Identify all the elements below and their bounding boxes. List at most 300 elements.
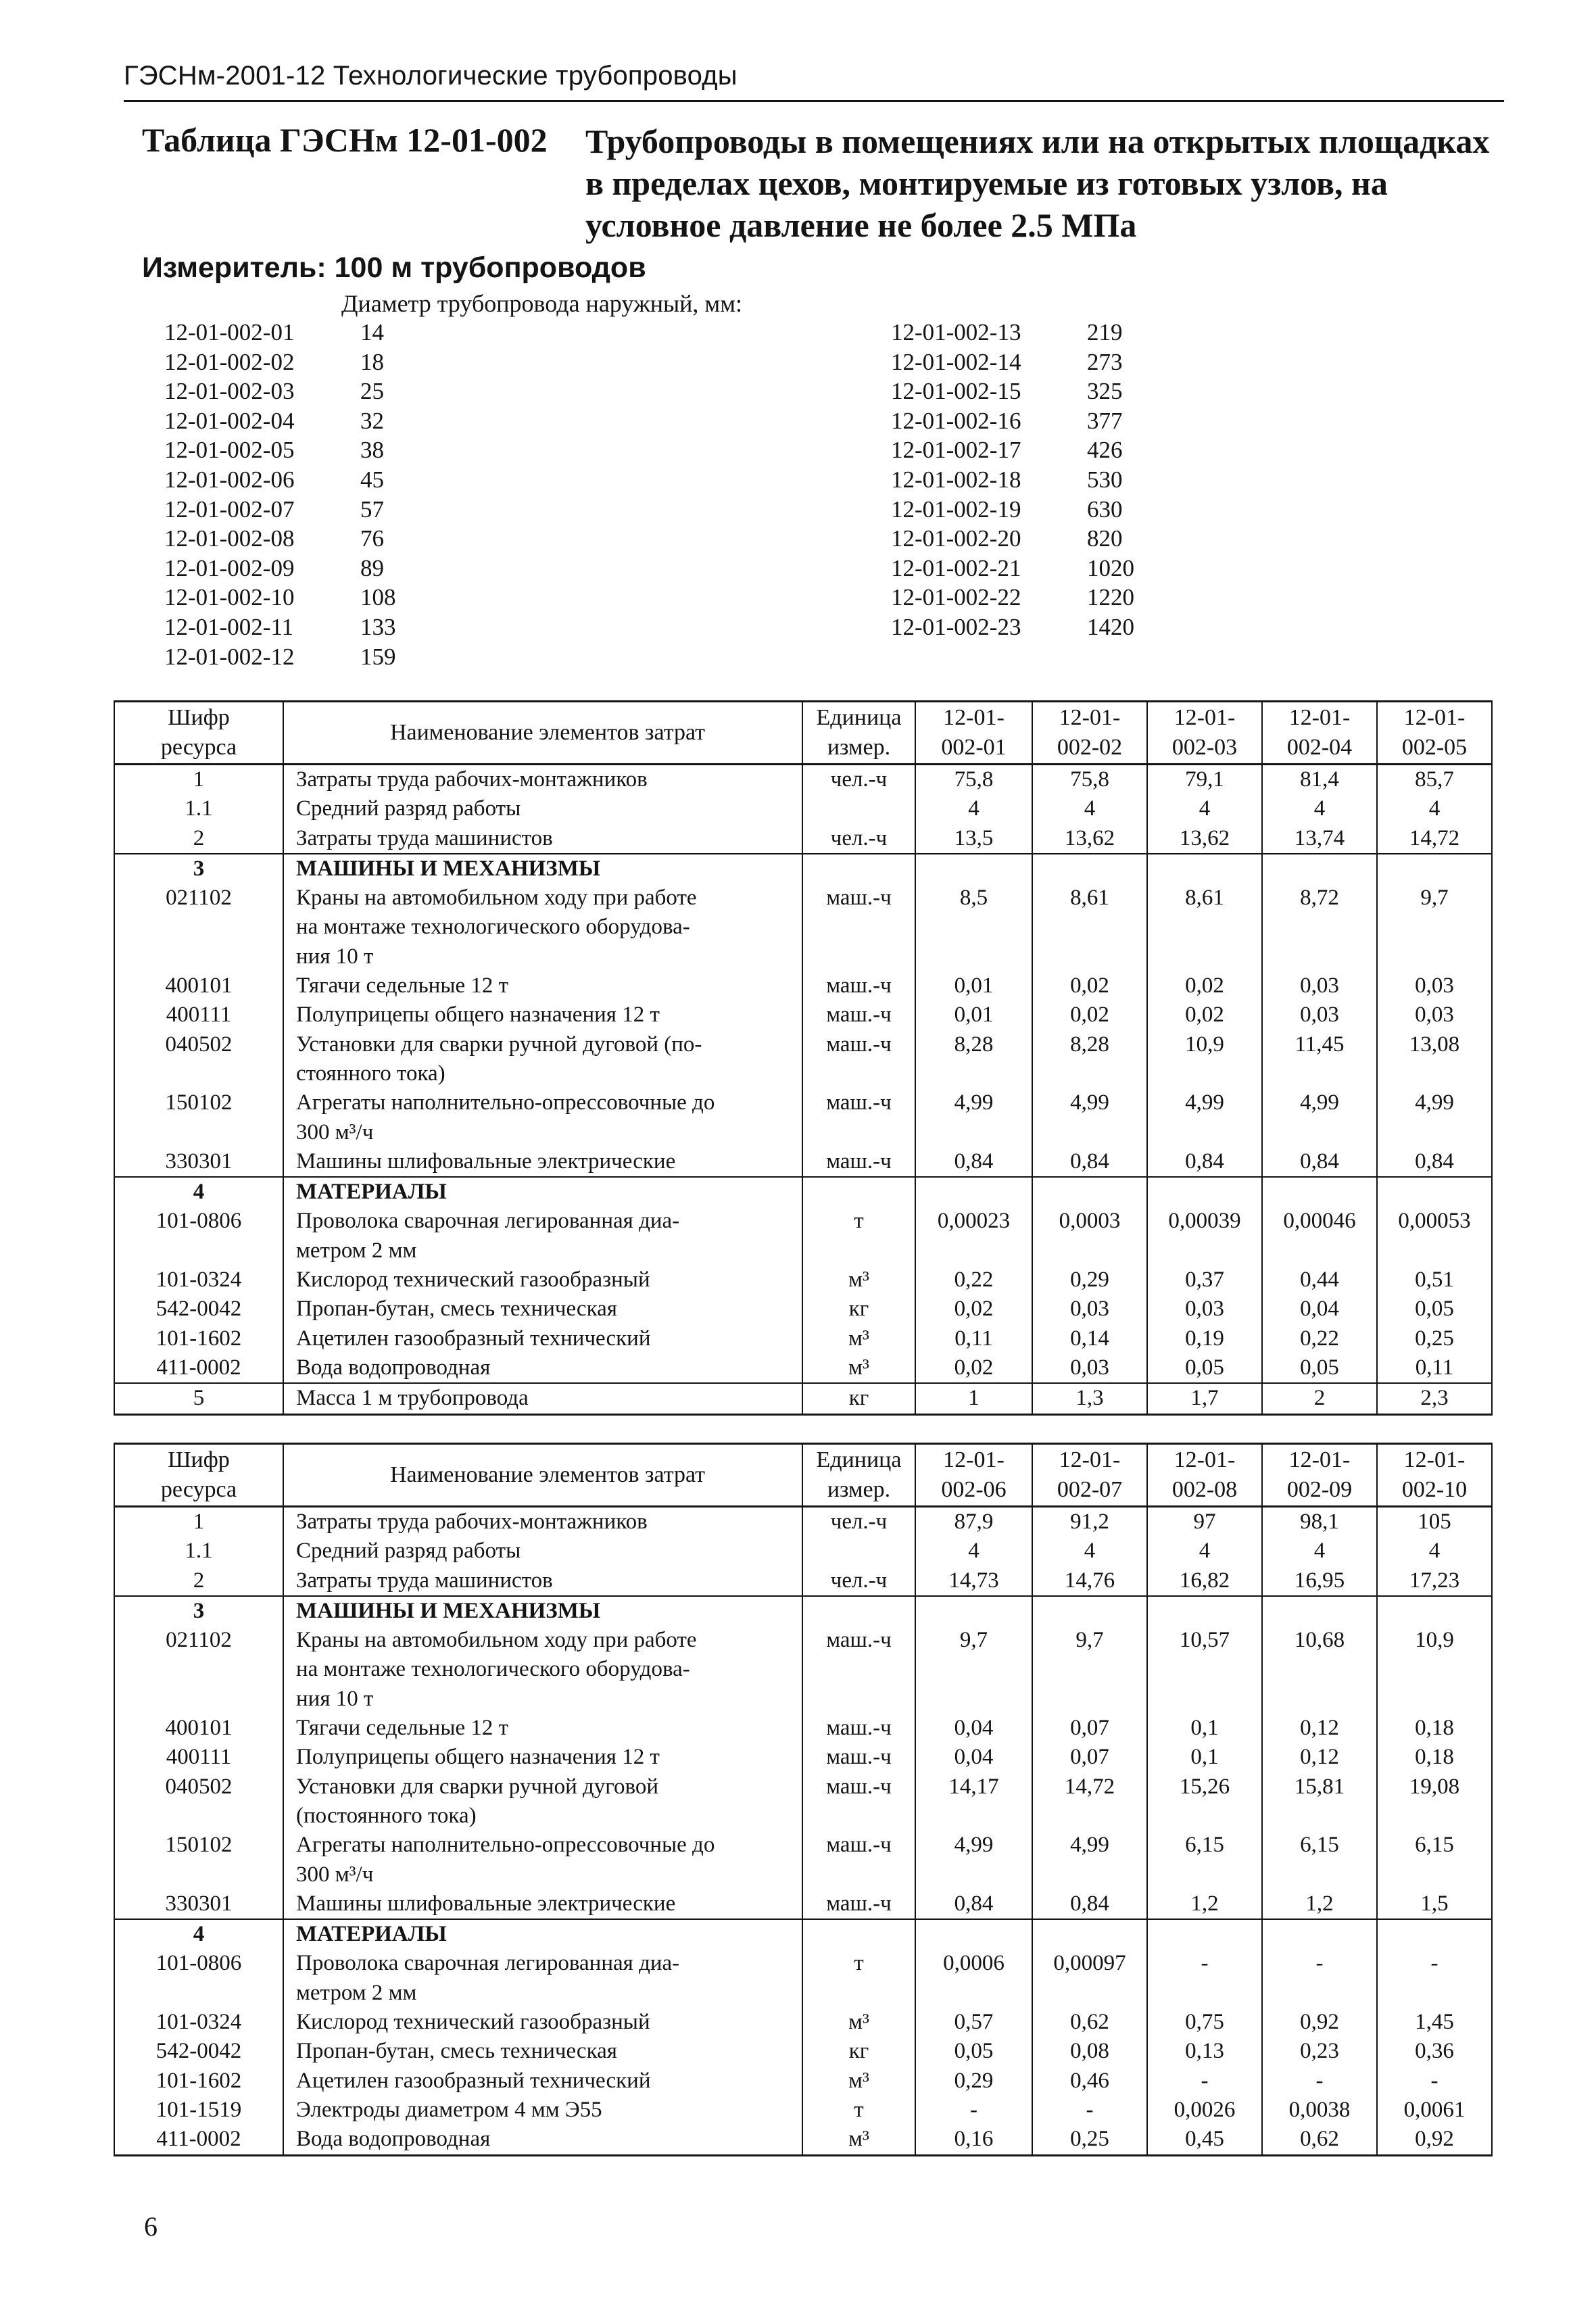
- resource-value: 14,72: [1032, 1772, 1147, 1831]
- resource-value: 0,51: [1377, 1265, 1492, 1295]
- resource-name: [283, 824, 802, 854]
- table-row: [114, 1566, 1492, 1596]
- resource-value: [1377, 1596, 1492, 1626]
- resource-code: 150102: [114, 1088, 283, 1147]
- resource-value: 1,2: [1147, 1889, 1262, 1919]
- resource-code: 330301: [114, 1147, 283, 1177]
- item-code: 12-01-002-10: [164, 584, 295, 611]
- resource-name: [283, 1949, 802, 2008]
- resource-code: 1: [114, 765, 283, 795]
- header-column-line: 002-02: [1057, 735, 1123, 760]
- resource-name-line: Затраты труда рабочих-монтажников: [296, 1510, 648, 1534]
- header-row: [114, 702, 1492, 765]
- resource-code: 021102: [114, 1626, 283, 1714]
- table-row: [114, 1743, 1492, 1772]
- resource-unit: чел.-ч: [802, 1566, 915, 1596]
- resource-name-line: Тягачи седельные 12 т: [296, 973, 509, 998]
- resource-code: 101-0806: [114, 1949, 283, 2008]
- resource-value: 0,0061: [1377, 2096, 1492, 2125]
- resource-name: [283, 1088, 802, 1147]
- table-row: [114, 1000, 1492, 1030]
- item-code: 12-01-002-14: [891, 348, 1021, 375]
- header-name: Наименование элементов затрат: [283, 702, 802, 765]
- resource-table-1: [114, 700, 1493, 1416]
- table-row: [114, 1353, 1492, 1383]
- resource-value: -: [1147, 1949, 1262, 2008]
- resource-value: -: [1377, 1949, 1492, 2008]
- resource-code: 411-0002: [114, 1353, 283, 1383]
- resource-value: 0,02: [1032, 971, 1147, 1000]
- resource-value: 81,4: [1262, 765, 1377, 795]
- header-code: [114, 702, 283, 765]
- table-row: [114, 2008, 1492, 2037]
- resource-value: 0,12: [1262, 1743, 1377, 1772]
- resource-name-line: МАШИНЫ И МЕХАНИЗМЫ: [296, 856, 601, 881]
- resource-unit: [802, 1596, 915, 1626]
- resource-value: 4,99: [1262, 1088, 1377, 1147]
- resource-unit: маш.-ч: [802, 1000, 915, 1030]
- diameter-value: 57: [360, 496, 384, 523]
- code-row: [891, 347, 1134, 377]
- resource-unit: кг: [802, 2037, 915, 2066]
- resource-name-line: Затраты труда машинистов: [296, 825, 553, 850]
- resource-name-line: на монтаже технологического оборудова-: [296, 1657, 690, 1682]
- resource-value: 0,45: [1147, 2125, 1262, 2155]
- resource-name-line: МАТЕРИАЛЫ: [296, 1180, 447, 1205]
- resource-value: 13,62: [1147, 824, 1262, 854]
- diameter-value: 1220: [1087, 584, 1134, 611]
- resource-value: 11,45: [1262, 1030, 1377, 1089]
- item-code: 12-01-002-01: [164, 319, 295, 345]
- resource-code: 040502: [114, 1030, 283, 1089]
- table-row: [114, 1831, 1492, 1889]
- resource-value: 79,1: [1147, 765, 1262, 795]
- resource-value: [1147, 854, 1262, 884]
- resource-value: [915, 1919, 1032, 1949]
- section-row: [114, 1919, 1492, 1949]
- resource-name-line: Агрегаты наполнительно-опрессовочные до: [296, 1833, 715, 1858]
- resource-value: 17,23: [1377, 1566, 1492, 1596]
- table-row: [114, 1324, 1492, 1353]
- resource-name-line: Проволока сварочная легированная диа-: [296, 1209, 680, 1234]
- resource-value: 0,02: [1032, 1000, 1147, 1030]
- resource-name: [283, 1383, 802, 1414]
- header-rule: [124, 100, 1504, 102]
- resource-unit: [802, 1537, 915, 1566]
- resource-value: 105: [1377, 1507, 1492, 1537]
- resource-name: [283, 1030, 802, 1089]
- resource-code: 542-0042: [114, 2037, 283, 2066]
- table-body: [114, 1507, 1492, 2156]
- resource-name: [283, 2008, 802, 2037]
- resource-value: [1377, 1919, 1492, 1949]
- resource-value: 8,5: [915, 884, 1032, 971]
- resource-value: 19,08: [1377, 1772, 1492, 1831]
- resource-value: 4: [1032, 794, 1147, 823]
- resource-code: 4: [114, 1919, 283, 1949]
- section-row: [114, 1177, 1492, 1207]
- resource-value: [915, 1596, 1032, 1626]
- resource-name-line: Средний разряд работы: [296, 796, 521, 821]
- resource-value: [1147, 1919, 1262, 1949]
- code-row: [164, 318, 396, 347]
- resource-value: [1262, 1919, 1377, 1949]
- resource-value: 0,13: [1147, 2037, 1262, 2066]
- code-row: [164, 465, 396, 495]
- code-row: [891, 406, 1134, 436]
- resource-value: 0,46: [1032, 2067, 1147, 2096]
- code-row: [891, 465, 1134, 495]
- item-code: 12-01-002-09: [164, 554, 295, 581]
- resource-unit: кг: [802, 1295, 915, 1324]
- resource-name-line: Вода водопроводная: [296, 1355, 491, 1380]
- resource-name: [283, 884, 802, 971]
- code-row: [891, 554, 1134, 583]
- resource-value: 0,00039: [1147, 1207, 1262, 1265]
- table-row: [114, 971, 1492, 1000]
- resource-value: 13,5: [915, 824, 1032, 854]
- table-row: [114, 1207, 1492, 1265]
- resource-unit: [802, 1919, 915, 1949]
- resource-code: 101-0324: [114, 1265, 283, 1295]
- resource-value: 0,57: [915, 2008, 1032, 2037]
- resource-value: 6,15: [1147, 1831, 1262, 1889]
- diameter-value: 14: [360, 319, 384, 345]
- table-row: [114, 1626, 1492, 1714]
- table-title-line: условное давление не более 2.5 МПа: [585, 206, 1137, 244]
- header-column-line: 12-01-: [1403, 705, 1466, 730]
- resource-name-line: 300 м³/ч: [296, 1862, 374, 1887]
- item-code: 12-01-002-20: [891, 525, 1021, 552]
- resource-value: 0,84: [915, 1889, 1032, 1919]
- resource-code: 101-0324: [114, 2008, 283, 2037]
- resource-value: 0,23: [1262, 2037, 1377, 2066]
- resource-name: [283, 1889, 802, 1919]
- resource-value: 0,03: [1377, 971, 1492, 1000]
- resource-code: 5: [114, 1383, 283, 1414]
- resource-name: [283, 1919, 802, 1949]
- resource-value: 0,03: [1377, 1000, 1492, 1030]
- resource-value: 0,11: [915, 1324, 1032, 1353]
- resource-value: 0,19: [1147, 1324, 1262, 1353]
- resource-value: 9,7: [1032, 1626, 1147, 1714]
- resource-name-line: Машины шлифовальные электрические: [296, 1891, 676, 1916]
- table-row: [114, 765, 1492, 795]
- resource-name: [283, 1207, 802, 1265]
- header-row: [114, 1444, 1492, 1507]
- table-row: [114, 1147, 1492, 1177]
- resource-name-line: ния 10 т: [296, 944, 374, 969]
- resource-value: 16,82: [1147, 1566, 1262, 1596]
- resource-name-line: МАШИНЫ И МЕХАНИЗМЫ: [296, 1598, 601, 1623]
- resource-value: 0,1: [1147, 1714, 1262, 1743]
- item-code: 12-01-002-03: [164, 378, 295, 405]
- header-unit: [802, 702, 915, 765]
- item-code: 12-01-002-02: [164, 348, 295, 375]
- header-column-line: 002-04: [1286, 735, 1353, 760]
- resource-unit: [802, 794, 915, 823]
- resource-value: 13,08: [1377, 1030, 1492, 1089]
- header-code-line: Шифр: [168, 1447, 230, 1472]
- resource-value: -: [1032, 2096, 1147, 2125]
- resource-unit: [802, 1177, 915, 1207]
- resource-unit: маш.-ч: [802, 1088, 915, 1147]
- resource-value: 8,72: [1262, 884, 1377, 971]
- resource-unit: т: [802, 1949, 915, 2008]
- table-row: [114, 2096, 1492, 2125]
- resource-value: 4,99: [915, 1831, 1032, 1889]
- resource-value: 1: [915, 1383, 1032, 1414]
- item-code: 12-01-002-06: [164, 466, 295, 493]
- resource-name-line: Полуприцепы общего назначения 12 т: [296, 1745, 660, 1770]
- resource-value: 91,2: [1032, 1507, 1147, 1537]
- header-code-line: ресурса: [160, 735, 237, 760]
- resource-unit: маш.-ч: [802, 1030, 915, 1089]
- resource-name-line: Краны на автомобильном ходу при работе: [296, 1628, 697, 1653]
- resource-value: 0,84: [915, 1147, 1032, 1177]
- header-column-line: 12-01-: [943, 1447, 1005, 1472]
- table-row: [114, 794, 1492, 823]
- header-column-line: 12-01-: [943, 705, 1005, 730]
- resource-code: 2: [114, 1566, 283, 1596]
- resource-name-line: Средний разряд работы: [296, 1539, 521, 1564]
- resource-value: 14,72: [1377, 824, 1492, 854]
- resource-value: 0,04: [1262, 1295, 1377, 1324]
- code-row: [164, 406, 396, 436]
- resource-value: 4,99: [1032, 1088, 1147, 1147]
- code-row: [164, 377, 396, 406]
- resource-name: [283, 1324, 802, 1353]
- diameter-value: 219: [1087, 319, 1123, 345]
- header-column-line: 12-01-: [1174, 705, 1236, 730]
- resource-value: 0,29: [915, 2067, 1032, 2096]
- resource-value: 2,3: [1377, 1383, 1492, 1414]
- code-row: [891, 377, 1134, 406]
- table-row: [114, 1383, 1492, 1414]
- item-code: 12-01-002-07: [164, 496, 295, 523]
- resource-unit: чел.-ч: [802, 824, 915, 854]
- resource-name-line: стоянного тока): [296, 1061, 445, 1086]
- resource-value: 0,25: [1032, 2125, 1147, 2155]
- resource-value: 0,02: [1147, 971, 1262, 1000]
- table-label: Таблица ГЭСНм 12-01-002: [142, 121, 548, 159]
- resource-value: 0,14: [1032, 1324, 1147, 1353]
- resource-value: 0,05: [1377, 1295, 1492, 1324]
- item-code: 12-01-002-12: [164, 643, 295, 670]
- page-number: 6: [144, 2211, 158, 2242]
- resource-value: 9,7: [1377, 884, 1492, 971]
- table-row: [114, 2037, 1492, 2066]
- table-row: [114, 2067, 1492, 2096]
- table-row: [114, 2125, 1492, 2155]
- diameter-value: 1020: [1087, 554, 1134, 581]
- header-column-line: 002-08: [1171, 1477, 1238, 1502]
- resource-value: 0,1: [1147, 1743, 1262, 1772]
- header-column-code: [1032, 702, 1147, 765]
- resource-value: 0,03: [1032, 1295, 1147, 1324]
- resource-value: 0,29: [1032, 1265, 1147, 1295]
- header-unit-line: Единица: [816, 705, 902, 730]
- resource-code: 400101: [114, 1714, 283, 1743]
- resource-value: 13,62: [1032, 824, 1147, 854]
- table-header: [114, 1444, 1492, 1507]
- resource-value: 0,62: [1032, 2008, 1147, 2037]
- resource-value: 0,08: [1032, 2037, 1147, 2066]
- resource-value: 0,92: [1262, 2008, 1377, 2037]
- resource-value: 0,0038: [1262, 2096, 1377, 2125]
- resource-unit: маш.-ч: [802, 1889, 915, 1919]
- item-code: 12-01-002-23: [891, 613, 1021, 640]
- header-column-code: [1032, 1444, 1147, 1507]
- resource-value: 2: [1262, 1383, 1377, 1414]
- header-unit-line: Единица: [816, 1447, 902, 1472]
- diameter-value: 76: [360, 525, 384, 552]
- header-column-line: 12-01-: [1403, 1447, 1466, 1472]
- code-row: [164, 524, 396, 554]
- header-column-line: 002-05: [1401, 735, 1468, 760]
- resource-value: 0,07: [1032, 1714, 1147, 1743]
- resource-unit: т: [802, 1207, 915, 1265]
- resource-name: [283, 794, 802, 823]
- code-list-right: [891, 318, 1134, 642]
- resource-code: 101-1602: [114, 1324, 283, 1353]
- header-column-line: 002-10: [1401, 1477, 1468, 1502]
- item-code: 12-01-002-18: [891, 466, 1021, 493]
- resource-value: 0,84: [1377, 1147, 1492, 1177]
- resource-value: 4: [1377, 794, 1492, 823]
- header-code-line: Шифр: [168, 705, 230, 730]
- resource-value: 8,61: [1032, 884, 1147, 971]
- resource-unit: маш.-ч: [802, 1147, 915, 1177]
- code-row: [891, 612, 1134, 642]
- resource-value: 4,99: [1377, 1088, 1492, 1147]
- resource-value: -: [1262, 1949, 1377, 2008]
- resource-value: [1377, 1177, 1492, 1207]
- resource-value: 0,07: [1032, 1743, 1147, 1772]
- resource-value: 0,22: [915, 1265, 1032, 1295]
- resource-name: [283, 1596, 802, 1626]
- table-row: [114, 1714, 1492, 1743]
- resource-name: [283, 1743, 802, 1772]
- resource-value: 15,26: [1147, 1772, 1262, 1831]
- header-name: Наименование элементов затрат: [283, 1444, 802, 1507]
- resource-value: 0,04: [915, 1714, 1032, 1743]
- resource-value: 75,8: [915, 765, 1032, 795]
- resource-name-line: Ацетилен газообразный технический: [296, 1326, 651, 1351]
- item-code: 12-01-002-13: [891, 319, 1021, 345]
- diameter-value: 630: [1087, 496, 1123, 523]
- resource-value: 4: [915, 1537, 1032, 1566]
- item-code: 12-01-002-15: [891, 378, 1021, 405]
- resource-name: [283, 1177, 802, 1207]
- resource-code: 150102: [114, 1831, 283, 1889]
- resource-name-line: Краны на автомобильном ходу при работе: [296, 886, 697, 911]
- table-title-line: Трубопроводы в помещениях или на открытых площадках: [585, 122, 1490, 160]
- resource-value: 0,0006: [915, 1949, 1032, 2008]
- resource-unit: маш.-ч: [802, 1743, 915, 1772]
- resource-value: 9,7: [915, 1626, 1032, 1714]
- resource-code: 3: [114, 1596, 283, 1626]
- table-row: [114, 1889, 1492, 1919]
- resource-value: 0,12: [1262, 1714, 1377, 1743]
- resource-unit: маш.-ч: [802, 884, 915, 971]
- header-column-code: [1147, 702, 1262, 765]
- section-row: [114, 854, 1492, 884]
- code-row: [164, 435, 396, 465]
- item-code: 12-01-002-16: [891, 407, 1021, 434]
- diameter-value: 25: [360, 378, 384, 405]
- resource-value: 4: [1262, 1537, 1377, 1566]
- resource-name-line: Электроды диаметром 4 мм Э55: [296, 2097, 602, 2122]
- resource-name-line: Кислород технический газообразный: [296, 1268, 650, 1293]
- resource-name: [283, 2125, 802, 2155]
- resource-value: 13,74: [1262, 824, 1377, 854]
- resource-unit: м³: [802, 1324, 915, 1353]
- resource-value: 0,02: [915, 1353, 1032, 1383]
- resource-value: 10,57: [1147, 1626, 1262, 1714]
- item-code: 12-01-002-08: [164, 525, 295, 552]
- resource-name-line: Установки для сварки ручной дуговой (по-: [296, 1032, 702, 1057]
- resource-value: 1,45: [1377, 2008, 1492, 2037]
- resource-name: [283, 1772, 802, 1831]
- resource-code: 040502: [114, 1772, 283, 1831]
- resource-name: [283, 1147, 802, 1177]
- header-column-code: [1262, 702, 1377, 765]
- resource-value: [1032, 1596, 1147, 1626]
- resource-name-line: метром 2 мм: [296, 1238, 417, 1263]
- resource-value: 0,00046: [1262, 1207, 1377, 1265]
- table-row: [114, 1537, 1492, 1566]
- resource-value: 4: [1147, 1537, 1262, 1566]
- table-row: [114, 1030, 1492, 1089]
- resource-code: 330301: [114, 1889, 283, 1919]
- resource-value: 14,17: [915, 1772, 1032, 1831]
- table-row: [114, 1949, 1492, 2008]
- diameter-value: 530: [1087, 466, 1123, 493]
- resource-code: 101-1519: [114, 2096, 283, 2125]
- resource-unit: маш.-ч: [802, 1831, 915, 1889]
- resource-value: 4: [915, 794, 1032, 823]
- resource-value: 0,16: [915, 2125, 1032, 2155]
- resource-value: 0,02: [915, 1295, 1032, 1324]
- resource-value: 0,62: [1262, 2125, 1377, 2155]
- resource-name: [283, 1566, 802, 1596]
- resource-value: 6,15: [1377, 1831, 1492, 1889]
- table-row: [114, 824, 1492, 854]
- resource-code: 021102: [114, 884, 283, 971]
- resource-code: 1.1: [114, 794, 283, 823]
- section-row: [114, 1596, 1492, 1626]
- resource-value: 0,03: [1147, 1295, 1262, 1324]
- resource-value: -: [1377, 2067, 1492, 2096]
- resource-name-line: Агрегаты наполнительно-опрессовочные до: [296, 1090, 715, 1115]
- code-row: [891, 495, 1134, 525]
- resource-value: 85,7: [1377, 765, 1492, 795]
- resource-name-line: (постоянного тока): [296, 1803, 477, 1828]
- resource-code: 1: [114, 1507, 283, 1537]
- resource-value: [1262, 1177, 1377, 1207]
- resource-value: 0,18: [1377, 1743, 1492, 1772]
- table-title-line: в пределах цехов, монтируемые из готовых узлов, на: [585, 164, 1388, 202]
- resource-value: 0,05: [1147, 1353, 1262, 1383]
- diameter-caption: Диаметр трубопровода наружный, мм:: [341, 290, 742, 317]
- resource-value: 0,05: [915, 2037, 1032, 2066]
- resource-value: 8,61: [1147, 884, 1262, 971]
- header-column-line: 002-07: [1057, 1477, 1123, 1502]
- resource-value: 6,15: [1262, 1831, 1377, 1889]
- resource-name-line: ния 10 т: [296, 1686, 374, 1711]
- resource-code: 101-0806: [114, 1207, 283, 1265]
